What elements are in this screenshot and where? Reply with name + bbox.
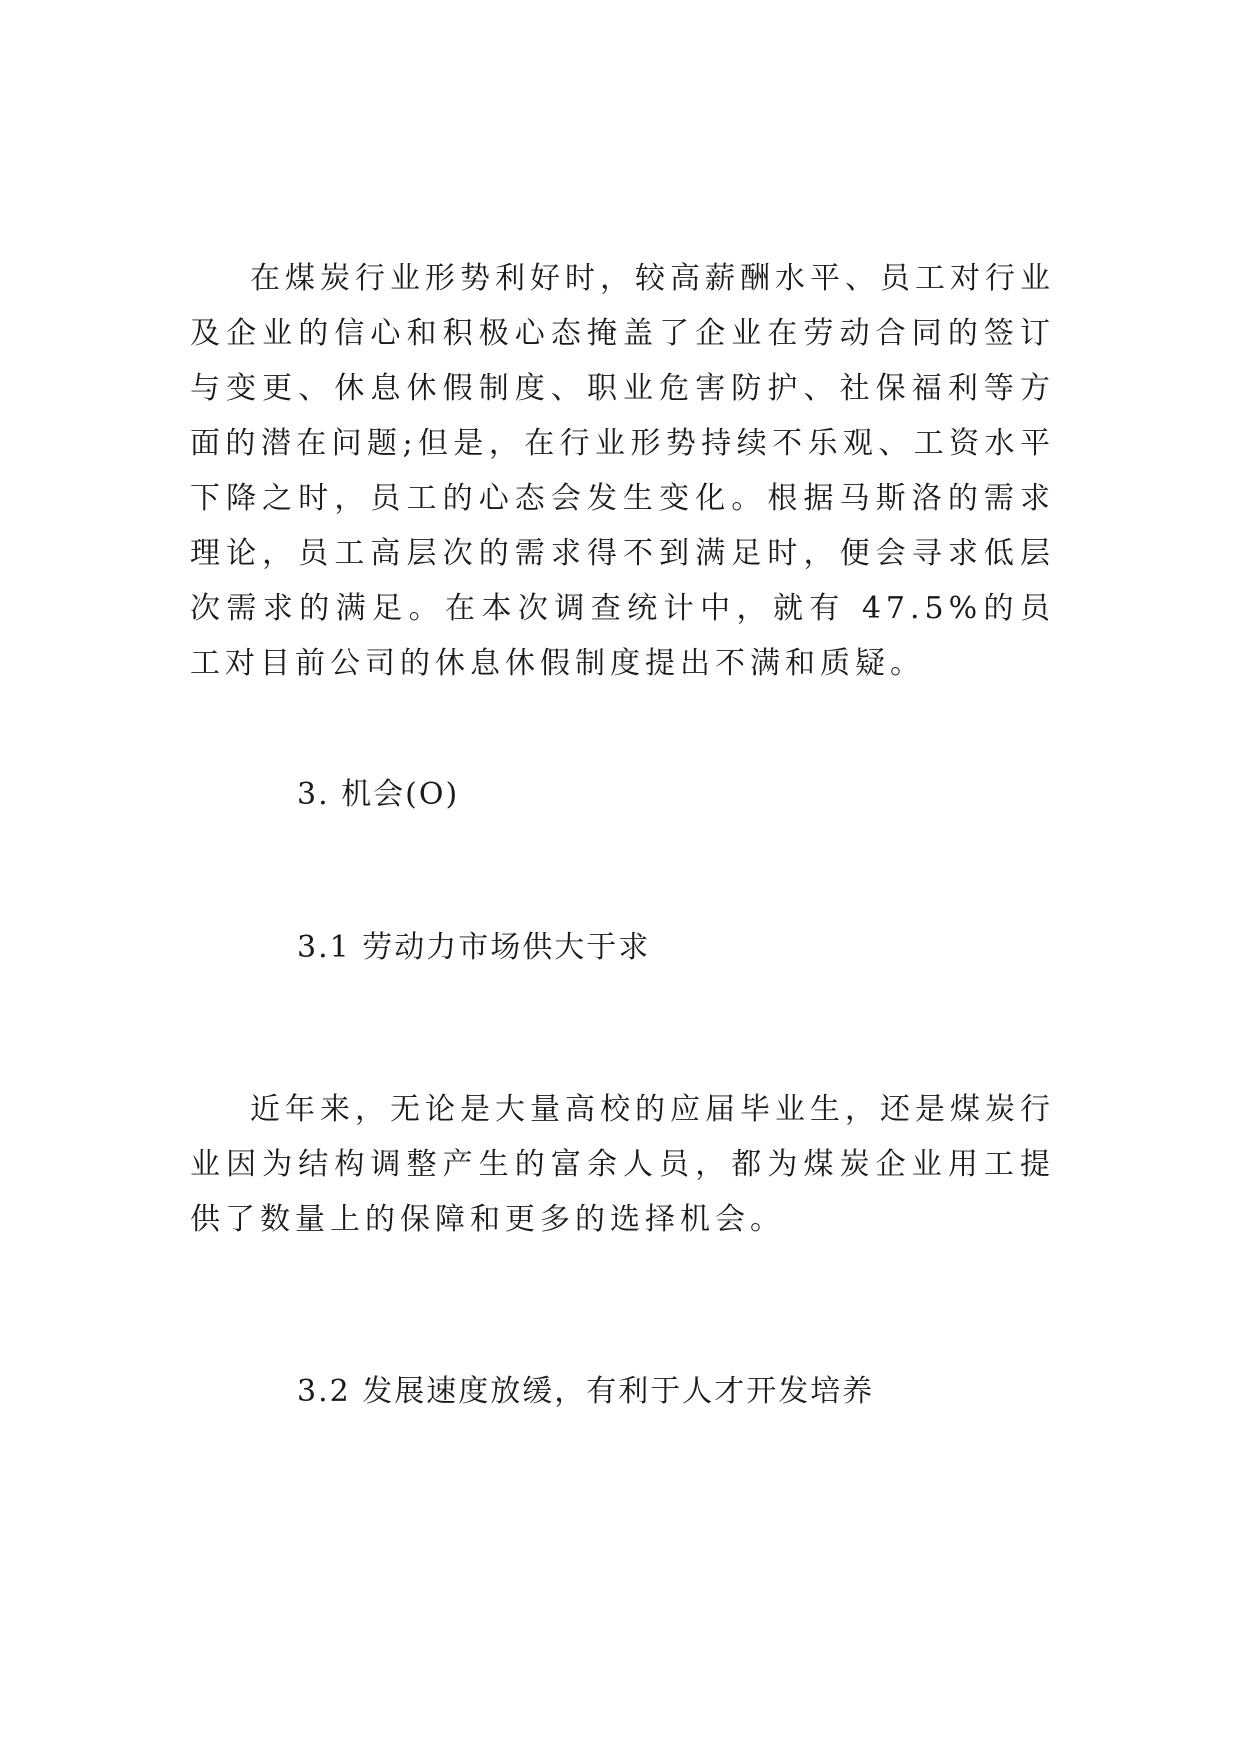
subsection-heading-labor-market: 3.1 劳动力市场供大于求: [297, 930, 651, 965]
body-paragraph-labor-supply: 近年来，无论是大量高校的应届毕业生，还是煤炭行业因为结构调整产生的富余人员，都为煤炭企业用工提供了数量上的保障和更多的选择机会。: [190, 1092, 1055, 1237]
section-heading-opportunities: 3. 机会(O): [297, 777, 460, 812]
subsection-heading-talent-development: 3.2 发展速度放缓，有利于人才开发培养: [297, 1374, 875, 1409]
body-paragraph-workforce-attitude: 在煤炭行业形势利好时，较高薪酬水平、员工对行业及企业的信心和积极心态掩盖了企业在劳动合同的签订与变更、休息休假制度、职业危害防护、社保福利等方面的潜在问题;但是，在行业形势持续不乐观、工资水平下降之时，员工的心态会发生变化。根据马斯洛的需求理论，员工高层次的需求得不到满足时，便会寻求低层次需求的满足。在本次调查统计中，就有 47.5%的员工对目前公司的休息休假制度提出不满和质疑。: [190, 261, 1055, 681]
